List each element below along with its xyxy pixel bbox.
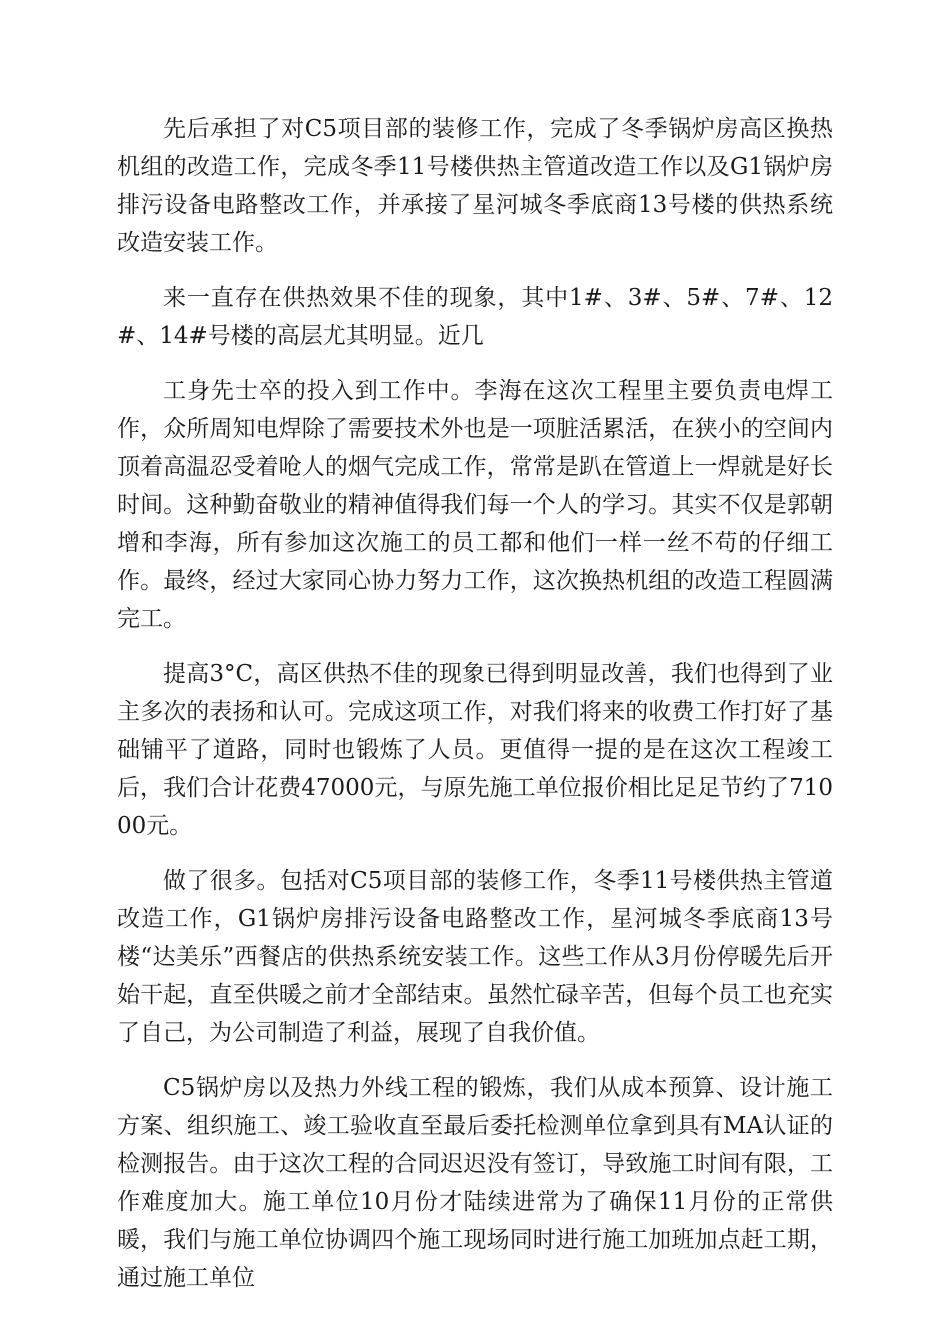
paragraph-2: 来一直存在供热效果不佳的现象，其中1#、3#、5#、7#、12#、14#号楼的高层尤其明显。近几 (117, 285, 833, 349)
paragraph-5: 做了很多。包括对C5项目部的装修工作，冬季11号楼供热主管道改造工作，G1锅炉房排污设备电路整改工作，星河城冬季底商13号楼“达美乐”西餐店的供热系统安装工作。这些工作从3月份停暖先后开始干起，直至供暖之前才全部结束。虽然忙碌辛苦，但每个员工也充实了自己，为公司制造了利益，展现了自我价值。 (117, 868, 833, 1046)
paragraph-1: 先后承担了对C5项目部的装修工作，完成了冬季锅炉房高区换热机组的改造工作，完成冬季11号楼供热主管道改造工作以及G1锅炉房排污设备电路整改工作，并承接了星河城冬季底商13号楼的供热系统改造安装工作。 (117, 116, 833, 256)
paragraph-6: C5锅炉房以及热力外线工程的锻炼，我们从成本预算、设计施工方案、组织施工、竣工验收直至最后委托检测单位拿到具有MA认证的检测报告。由于这次工程的合同迟迟没有签订，导致施工时间有限，工作难度加大。施工单位10月份才陆续进常为了确保11月份的正常供暖，我们与施工单位协调四个施工现场同时进行施工加班加点赶工期，通过施工单位 (117, 1075, 833, 1291)
document-body (117, 110, 833, 1314)
paragraph-4: 提高3°C，高区供热不佳的现象已得到明显改善，我们也得到了业主多次的表扬和认可。完成这项工作，对我们将来的收费工作打好了基础铺平了道路，同时也锻炼了人员。更值得一提的是在这次工程竣工后，我们合计花费47000元，与原先施工单位报价相比足足节约了71000元。 (117, 661, 833, 839)
paragraph-3: 工身先士卒的投入到工作中。李海在这次工程里主要负责电焊工作，众所周知电焊除了需要技术外也是一项脏活累活，在狭小的空间内顶着高温忍受着呛人的烟气完成工作，常常是趴在管道上一焊就是好长时间。这种勤奋敬业的精神值得我们每一个人的学习。其实不仅是郭朝增和李海，所有参加这次施工的员工都和他们一样一丝不苟的仔细工作。最终，经过大家同心协力努力工作，这次换热机组的改造工程圆满完工。 (117, 378, 833, 632)
